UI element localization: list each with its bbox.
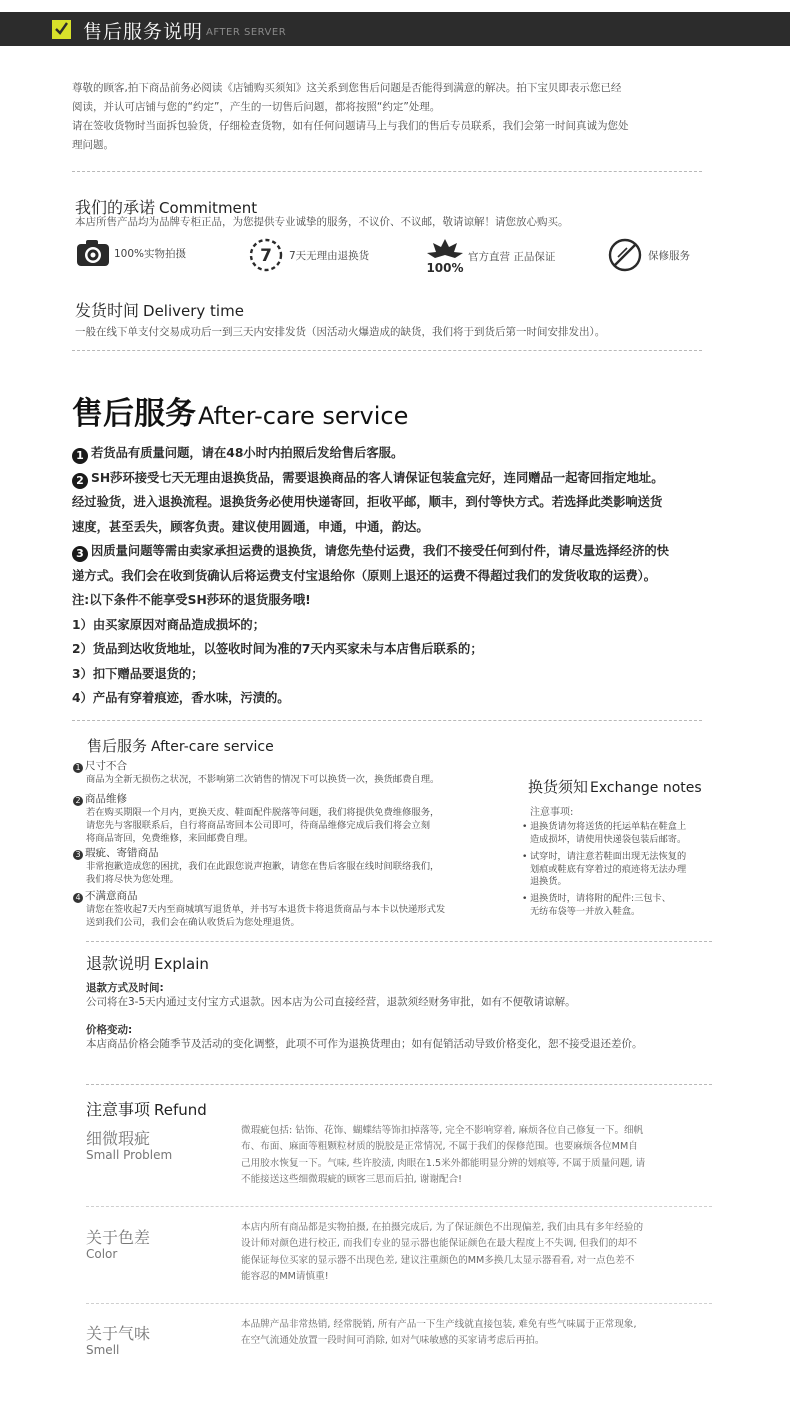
number-badge: 3	[73, 850, 83, 860]
delivery-title-en: Delivery time	[143, 302, 244, 320]
aftercare-item-text: 商品为全新无损伤之状况，不影响第二次销售的情况下可以换货一次，换货邮费自理。	[86, 774, 440, 785]
number-badge: 1	[73, 763, 83, 773]
bullet-icon: •	[522, 893, 528, 904]
refund-explain-title-en: Explain	[154, 955, 209, 973]
number-badge: 4	[73, 893, 83, 903]
aftercare-item-head: 商品维修	[85, 793, 127, 805]
aftercare-detail-title-cn: 售后服务	[87, 737, 148, 755]
exchange-subtitle: 注意事项:	[530, 807, 574, 818]
header-bar	[0, 12, 790, 46]
refund-method-text: 公司将在3-5天内通过支付宝方式退款。因本店为公司直接经营，退款须经财务审批，如有不便敬请谅解。	[86, 996, 576, 1008]
promise-label: 官方直营 正品保证	[468, 250, 556, 263]
aftercare-item-unsatisfied	[73, 890, 513, 929]
exchange-item-text: 退换货请勿将送货的托运单粘在鞋盒上	[530, 821, 687, 832]
condition-item: 4）产品有穿着痕迹，香水味，污渍的。	[72, 691, 290, 705]
header-subtitle: AFTER SERVER	[206, 27, 287, 38]
exchange-item-text: 无纺布袋等一并放入鞋盒。	[530, 905, 641, 917]
aftercare-main-title-en: After-care service	[198, 402, 409, 430]
aftercare-item-head: 尺寸不合	[85, 760, 127, 772]
rule-text: 递方式。我们会在收到货确认后将运费支付宝退给你（原则上退还的运费不得超过我们的发货收取的运费）。	[72, 568, 657, 583]
aftercare-detail-title-en: After-care service	[151, 739, 274, 755]
divider	[86, 1303, 712, 1304]
rule-note: 注:以下条件不能享受SH莎环的退货服务哦!	[72, 593, 311, 607]
rule-text: 因质量问题等需由卖家承担运费的退换货，请您先垫付运费，我们不接受任何到付件，请尽量选择经济的快	[91, 544, 669, 558]
number-badge: 2	[72, 473, 88, 489]
rule-1	[72, 441, 722, 711]
exchange-item-text: 退换货。	[530, 876, 567, 887]
condition-item: 2）货品到达收货地址，以签收时间为准的7天内买家未与本店售后联系的；	[72, 642, 483, 656]
note-title-cn: 细微瑕疵	[86, 1129, 151, 1148]
exchange-item	[522, 893, 722, 918]
no-sign-icon	[607, 237, 645, 273]
price-change-text: 本店商品价格会随季节及活动的变化调整，此项不可作为退换货理由；如有促销活动导致价格变化，恕不接受退还差价。	[86, 1038, 643, 1050]
note-line: 微瑕疵包括: 钻饰、花饰、蝴蝶结等饰扣掉落等, 完全不影响穿着, 麻烦各位自己修复一下。细帆	[241, 1125, 644, 1136]
rule-text: 速度，甚至丢失，顾客负责。建议使用圆通，申通，中通，韵达。	[72, 519, 429, 534]
rule-text: 若货品有质量问题，请在48小时内拍照后发给售后客服。	[91, 446, 404, 460]
divider	[86, 1084, 712, 1085]
aftercare-item-size	[73, 760, 513, 786]
aftercare-item-text: 请您在签收起7天内至商城填写退货单，并书写本退货卡将退货商品与本卡以快递形式发	[86, 904, 446, 915]
condition-item: 3）扣下赠品要退货的；	[72, 666, 204, 681]
delivery-desc: 一般在线下单支付交易成功后一到三天内安排发货（因活动火爆造成的缺货，我们将于到货后第一时间安排发出）。	[75, 326, 606, 338]
hundred-percent-icon	[425, 237, 465, 275]
bullet-icon: •	[522, 821, 528, 832]
delivery-title	[75, 298, 244, 321]
note-title-en: Small Problem	[86, 1148, 173, 1162]
aftercare-item-text: 送到我们公司，我们会在确认收货后为您处理退货。	[86, 917, 300, 928]
exchange-item-text: 划痕或鞋底有穿着过的痕迹将无法办理	[530, 863, 687, 875]
commitment-title-cn: 我们的承诺	[75, 198, 156, 217]
seven-days-icon	[246, 237, 286, 273]
note-line: 能保证每位买家的显示器不出现色差, 建议注重颜色的MM多换几太显示器看看, 对一点色差不	[241, 1254, 635, 1266]
divider	[72, 171, 702, 172]
note-title-en: Smell	[86, 1343, 120, 1357]
promise-warranty	[607, 237, 690, 273]
note-line: 在空气流通处放置一段时间可消除, 如对气味敏感的买家请考虑后再拍。	[241, 1335, 545, 1347]
aftercare-item-head: 瑕疵、寄错商品	[85, 847, 159, 859]
aftercare-item-head: 不满意商品	[85, 890, 138, 902]
note-title-cn: 关于气味	[86, 1324, 151, 1343]
aftercare-item-text: 非常抱歉造成您的困扰，我们在此跟您说声抱歉，请您在售后客服在线时间联络我们，	[86, 861, 440, 872]
delivery-title-cn: 发货时间	[75, 301, 140, 320]
rule-text: 经过验货，进入退换流程。退换货务必使用快递寄回，拒收平邮，顺丰，到付等快方式。若选择此类影响送货	[72, 495, 663, 509]
exchange-item-text: 造成损坏，请使用快递袋包装后邮寄。	[530, 833, 687, 845]
intro-line: 阅读，并认可店铺与您的“约定”，产生的一切售后问题，都将按照“约定”处理。	[72, 101, 441, 113]
number-badge: 3	[72, 546, 88, 562]
divider	[72, 350, 702, 351]
refund-explain-title-cn: 退款说明	[86, 954, 151, 973]
divider	[86, 941, 712, 942]
condition-item: 1）由买家原因对商品造成损坏的；	[72, 617, 266, 632]
header-title: 售后服务说明	[83, 21, 204, 43]
notes-title-en: Refund	[154, 1101, 207, 1119]
note-body	[241, 1220, 716, 1285]
promise-label: 保修服务	[648, 249, 690, 262]
divider	[86, 1206, 712, 1207]
intro-line: 尊敬的顾客,拍下商品前务必阅读《店铺购买须知》这关系到您售后问题是否能得到满意的解决。拍下宝贝即表示您已经	[72, 82, 622, 94]
note-title-en: Color	[86, 1247, 118, 1261]
divider	[72, 720, 702, 721]
promise-label: 100%实物拍摄	[114, 247, 187, 260]
promise-label: 7天无理由退换货	[289, 249, 370, 262]
exchange-title	[528, 776, 702, 797]
camera-icon	[75, 237, 111, 269]
aftercare-detail-title	[87, 735, 274, 756]
note-line: 本品牌产品非常热销, 经常脱销, 所有产品一下生产线就直接包装, 难免有些气味属于正常现象,	[241, 1319, 637, 1330]
note-line: 设计师对颜色进行校正, 而我们专业的显示器也能保证颜色在最大程度上不失调, 但我们的却不	[241, 1238, 637, 1250]
promise-seven-days	[246, 237, 369, 273]
exchange-item	[522, 821, 722, 846]
aftercare-item-text: 请您先与客服联系后，自行将商品寄回本公司即可，待商品维修完成后我们将会立刻	[86, 820, 430, 831]
commitment-desc: 本店所售产品均为品牌专柜正品，为您提供专业诚挚的服务，不议价、不议邮，敬请谅解！请您放心购买。	[75, 216, 569, 228]
aftercare-item-defect	[73, 847, 513, 886]
checkbox-icon	[52, 20, 71, 39]
exchange-title-en: Exchange notes	[590, 780, 702, 796]
aftercare-item-text: 我们将尽快为您处理。	[86, 874, 179, 885]
refund-method-label: 退款方式及时间:	[86, 982, 164, 994]
exchange-title-cn: 换货须知	[528, 778, 589, 796]
note-line: 本店内所有商品都是实物拍摄, 在拍摄完成后, 为了保证颜色不出现偏差, 我们由具有多年经验的	[241, 1222, 644, 1233]
aftercare-main-title	[72, 388, 408, 433]
note-line: 己用胶水恢复一下。气味, 些许胶渍, 肉眼在1.5米外都能明显分辨的划痕等, 不属于质量问题, 请	[241, 1157, 646, 1169]
note-title-cn: 关于色差	[86, 1228, 151, 1247]
number-badge: 2	[73, 796, 83, 806]
price-change-label: 价格变动:	[86, 1024, 133, 1036]
note-body	[241, 1123, 716, 1188]
exchange-item-text: 退换货时，请将附的配件:三包卡、	[530, 893, 671, 904]
refund-explain-title	[86, 951, 209, 974]
aftercare-item-text: 将商品寄回，免费维修，来回邮费自理。	[86, 833, 254, 844]
aftercare-main-title-cn: 售后服务	[72, 396, 196, 432]
intro-text	[72, 79, 712, 155]
rule-text: SH莎环接受七天无理由退换货品，需要退换商品的客人请保证包装盒完好，连同赠品一起寄回指定地址。	[91, 470, 664, 485]
bullet-icon: •	[522, 851, 528, 862]
exchange-item-text: 试穿时，请注意若鞋面出现无法恢复的	[530, 851, 687, 862]
note-line: 不能接送这些细微瑕疵的顾客三思而后拍, 谢谢配合!	[241, 1173, 463, 1185]
commitment-title-en: Commitment	[159, 199, 258, 217]
note-line: 能容忍的MM请慎重!	[241, 1270, 329, 1282]
aftercare-item-repair	[73, 793, 513, 845]
aftercare-item-text: 若在购买期限一个月内，更换天皮、鞋面配件脱落等问题，我们将提供免费维修服务，	[86, 807, 440, 818]
promise-camera	[75, 237, 186, 269]
intro-line: 请在签收货物时当面拆包验货，仔细检查货物，如有任何问题请马上与我们的售后专员联系，我们会第一时间真诚为您处	[72, 120, 629, 132]
number-badge: 1	[72, 448, 88, 464]
note-body	[241, 1317, 716, 1350]
promise-official	[425, 237, 555, 275]
notes-title-cn: 注意事项	[86, 1100, 151, 1119]
seven-days-icon-text: 7	[260, 246, 272, 266]
notes-title	[86, 1097, 207, 1120]
exchange-item	[522, 851, 722, 889]
hundred-percent-icon-text: 100%	[426, 261, 464, 275]
intro-line: 理问题。	[72, 139, 114, 151]
note-line: 布、布面、麻面等粗颗粒材质的脱胶是正常情况, 不属于我们的保修范围。也要麻烦各位MM自	[241, 1141, 638, 1153]
